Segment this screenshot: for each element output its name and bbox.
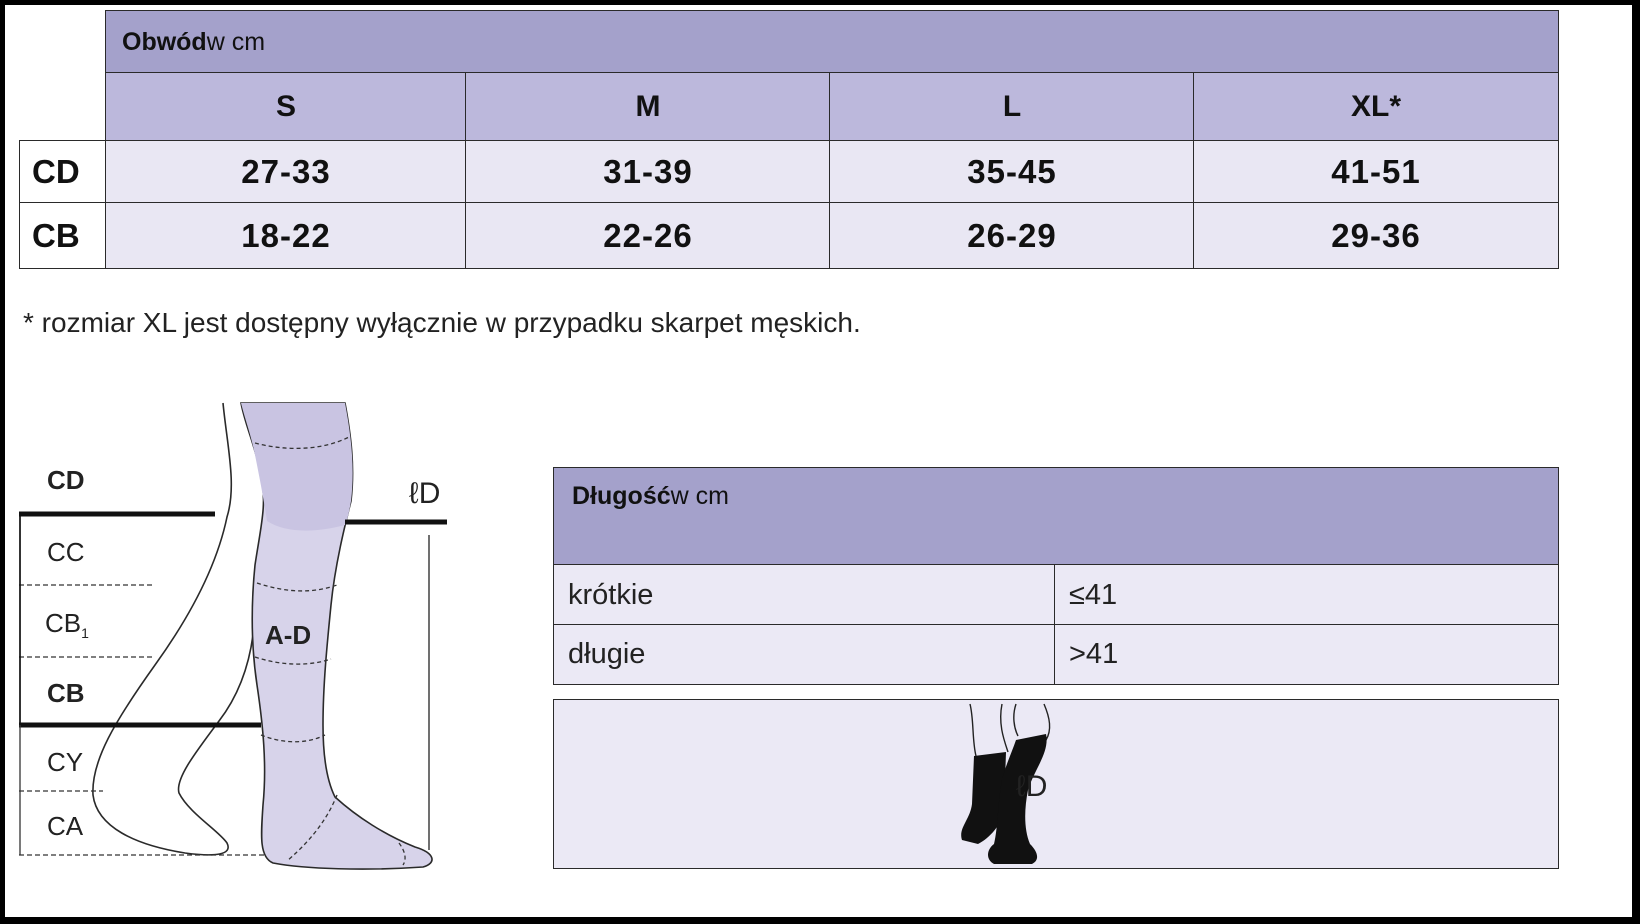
level-label-ca: CA <box>47 811 84 841</box>
table-cell: 41-51 <box>1193 140 1559 204</box>
table-cell: 26-29 <box>829 202 1195 269</box>
size-header-s: S <box>105 72 467 142</box>
segment-label: A-D <box>265 620 312 650</box>
table-cell: 27-33 <box>105 140 467 204</box>
sock-illustration-box <box>553 699 1559 869</box>
length-row-value: >41 <box>1054 624 1559 685</box>
table-cell: 18-22 <box>105 202 467 269</box>
row-label-cb: CB <box>19 202 107 269</box>
footnote: * rozmiar XL jest dostępny wyłącznie w przypadku skarpet męskich. <box>23 307 861 338</box>
circumference-title-bold: Obwód <box>122 27 207 56</box>
level-label-cb1 <box>45 608 89 641</box>
size-chart <box>5 5 1632 917</box>
level-label-cy: CY <box>47 747 84 777</box>
length-row-value: ≤41 <box>1054 564 1559 626</box>
table-cell: 31-39 <box>465 140 831 204</box>
length-title-bold: Długość <box>572 482 671 510</box>
table-cell: 35-45 <box>829 140 1195 204</box>
leg-diagram <box>5 5 465 917</box>
table-cell: 22-26 <box>465 202 831 269</box>
size-header-xl: XL* <box>1193 72 1559 142</box>
level-label-cb1-sub: 1 <box>81 625 89 642</box>
length-marker: ℓD <box>409 477 441 510</box>
table-cell: 29-36 <box>1193 202 1559 269</box>
size-header-l: L <box>829 72 1195 142</box>
back-leg-outline <box>93 403 253 855</box>
thigh-shade <box>241 403 353 531</box>
sock-icon <box>554 700 1560 870</box>
level-label-cb1-text: CB <box>45 608 82 638</box>
level-label-cd: CD <box>47 465 85 495</box>
level-label-cb: CB <box>47 678 85 708</box>
size-header-m: M <box>465 72 831 142</box>
sock-length-label: ℓD <box>1016 770 1048 803</box>
length-title <box>553 467 1559 566</box>
length-title-unit: w cm <box>670 482 729 510</box>
row-label-cd: CD <box>19 140 107 204</box>
level-label-cc: CC <box>47 537 85 567</box>
length-row-label: długie <box>553 624 1056 685</box>
length-row-label: krótkie <box>553 564 1056 626</box>
circumference-title-unit: w cm <box>206 27 266 56</box>
